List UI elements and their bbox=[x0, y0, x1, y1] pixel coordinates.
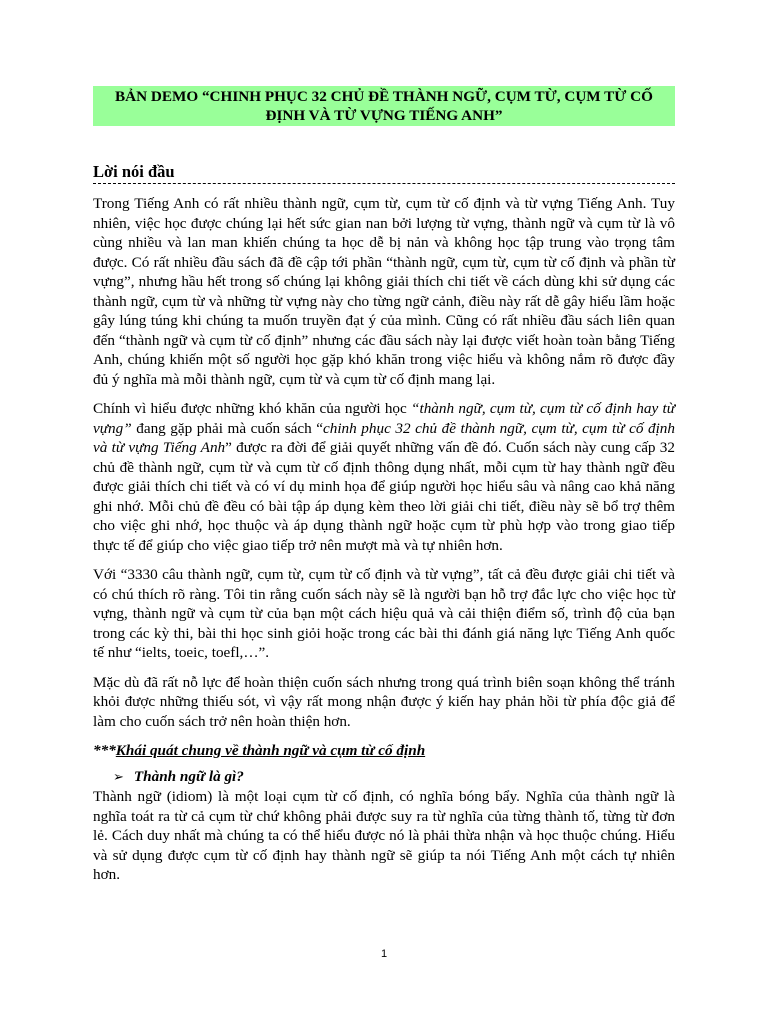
paragraph-purpose-text-1: Chính vì hiểu được những khó khăn của người học bbox=[93, 400, 412, 417]
paragraph-purpose-text-2: đang gặp phải mà cuốn sách “ bbox=[131, 419, 323, 437]
paragraph-purpose-italic-2: chinh phục 32 chủ đề thành ngữ, cụm từ, cụm từ cố định và từ vựng Tiếng Anh bbox=[93, 419, 675, 456]
paragraph-purpose bbox=[93, 399, 675, 555]
paragraph-intro: Trong Tiếng Anh có rất nhiều thành ngữ, cụm từ, cụm từ cố định và từ vựng Tiếng Anh. Tuy nhiên, việc học được chúng lại hết sức gian nan bởi lượng từ vựng, thành ngữ và cụm từ là vô cùng nhiều và lan man khiến chúng ta học dễ bị nản và không học tập trung vào trọng tâm được. Có rất nhiều đầu sách đã đề cập tới phần “thành ngữ, cụm từ, cụm từ cố định và phần từ vựng”, nhưng hầu hết trong số chúng lại không giải thích chi tiết về cách dùng khi sử dụng các thành ngữ, cụm từ và những từ vựng này cho từng ngữ cảnh, điều này rất dễ gây hiểu lầm hoặc gây lúng túng khi chúng ta muốn truyền đạt ý của mình. Cũng có rất nhiều đầu sách liên quan đến “thành ngữ và cụm từ cố định” nhưng các đầu sách này lại được viết hoàn toàn bằng Tiếng Anh, chúng khiến một số người học gặp khó khăn trong việc hiểu và không nắm rõ được đầy đủ ý nghĩa mà mỗi thành ngữ, cụm từ và cụm từ cố định mang lại. bbox=[93, 195, 675, 388]
arrow-bullet-icon: ➢ bbox=[113, 769, 124, 785]
paragraph-closing: Mặc dù đã rất nỗ lực để hoàn thiện cuốn sách nhưng trong quá trình biên soạn không thể tránh khỏi được những thiếu sót, vì vậy rất mong nhận được ý kiến hay phản hồi từ phía độc giả để làm cho cuốn sách trở nên hoàn thiện hơn. bbox=[93, 673, 675, 730]
section-subheading bbox=[93, 741, 675, 761]
paragraph-content: Với “3330 câu thành ngữ, cụm từ, cụm từ cố định và từ vựng”, tất cả đều được giải chi tiết và có chú thích rõ ràng. Tôi tin rằng cuốn sách này sẽ là người bạn hỗ trợ đắc lực cho việc học từ vựng, thành ngữ và cụm từ của bạn một cách hiệu quả và cải thiện điểm số, trình độ của bạn trong các kỳ thi, bài thi học sinh giỏi hoặc trong các bài thi đánh giá năng lực Tiếng Anh quốc tế như “ielts, toeic, toefl,…”. bbox=[93, 566, 675, 661]
paragraph-purpose-text-3: ” được ra đời để giải quyết những vấn đề đó. Cuốn sách này cung cấp 32 chủ đề thành ngữ, cụm từ và cụm từ cố định thông dụng nhất, mỗi cụm từ hay thành ngữ đều được giải thích chi tiết và có ví dụ minh họa để giúp người học hiểu sâu và nâng cao khả năng ghi nhớ. Mỗi chủ đề đều có bài tập áp dụng kèm theo lời giải chi tiết, điều này sẽ bổ trợ thêm cho việc ghi nhớ, học thuộc và áp dụng thành ngữ hoặc cụm từ phù hợp vào trong giao tiếp thực tế để giúp cho việc giao tiếp trở nên mượt mà và tự nhiên hơn. bbox=[93, 439, 675, 554]
section-heading-preface: Lời nói đầu bbox=[93, 162, 675, 184]
document-title: BẢN DEMO “CHINH PHỤC 32 CHỦ ĐỀ THÀNH NGỮ, CỤM TỪ, CỤM TỪ CỐ ĐỊNH VÀ TỪ VỰNG TIẾNG ANH” bbox=[93, 86, 675, 126]
paragraph-purpose-italic-1: “thành ngữ, cụm từ, cụm từ cố định hay từ vựng” bbox=[93, 400, 675, 437]
paragraph-idiom-definition: Thành ngữ (idiom) là một loại cụm từ cố định, có nghĩa bóng bẩy. Nghĩa của thành ngữ là nghĩa toát ra từ cả cụm từ chứ không phải được suy ra từ nghĩa của từng thành tố, từng từ đơn lẻ. Cách duy nhất mà chúng ta có thể hiểu được nó là phải thừa nhận và học thuộc chúng. Hiểu và sử dụng được cụm từ cố định hay thành ngữ sẽ giúp ta nói Tiếng Anh một cách tự nhiên hơn. bbox=[93, 788, 675, 883]
section-subheading-prefix: *** bbox=[93, 742, 116, 759]
document-page bbox=[93, 86, 675, 885]
bullet-label: Thành ngữ là gì? bbox=[133, 767, 244, 785]
section-subheading-title: Khái quát chung về thành ngữ và cụm từ cố định bbox=[115, 742, 426, 759]
bullet-item bbox=[93, 767, 675, 788]
page-number: 1 bbox=[380, 948, 388, 960]
